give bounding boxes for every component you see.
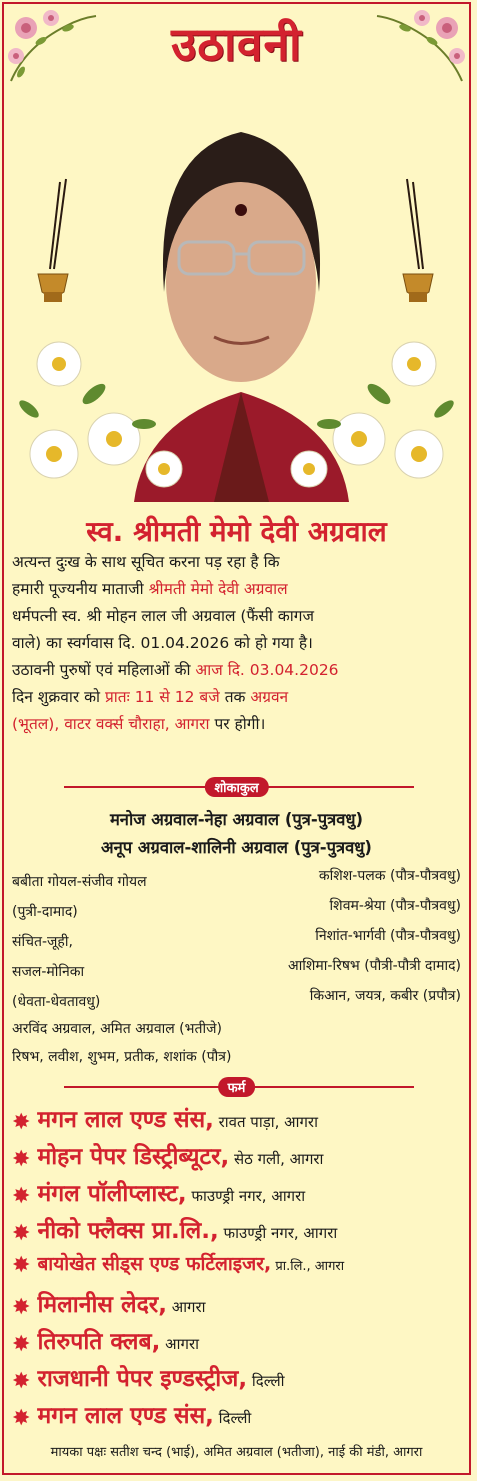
page-title: उठावनी	[171, 17, 302, 71]
star-icon: ✸	[12, 1332, 38, 1357]
mourner-left: (पुत्री-दामाद)	[12, 904, 78, 920]
firm-item: ✸ बायोखेत सीड्स एण्ड फर्टिलाइजर, प्रा.लि., आगरा	[12, 1253, 345, 1278]
mourner-right: शिवम-श्रेया (पौत्र-पौत्रवधु)	[329, 898, 461, 914]
white-flowers-left-icon	[14, 324, 189, 494]
announcement-text	[12, 549, 467, 738]
mourner-main: अनूप अग्रवाल-शालिनी अग्रवाल (पुत्र-पुत्रवधु)	[101, 838, 372, 857]
mourner-bottom: रिषभ, लवीश, शुभम, प्रतीक, शशांक (पौत्र)	[12, 1049, 232, 1065]
star-icon: ✸	[12, 1147, 38, 1172]
star-icon: ✸	[12, 1221, 38, 1246]
intro-line: वाले) का स्वर्गवास दि. 01.04.2026 को हो गया है।	[12, 634, 313, 652]
mourners-label: शोकाकुल	[204, 777, 268, 797]
highlight-name: श्रीमती मेमो देवी अग्रवाल	[148, 580, 288, 598]
firm-item: ✸ मगन लाल एण्ड संस, रावत पाड़ा, आगरा	[12, 1107, 318, 1135]
intro-line: दिन शुक्रवार को प्रातः 11 से 12 बजे तक अग्रवन	[12, 688, 289, 706]
intro-line: धर्मपत्नी स्व. श्री मोहन लाल जी अग्रवाल (फैंसी कागज	[12, 607, 314, 625]
star-icon: ✸	[12, 1253, 38, 1278]
highlight-time: प्रातः 11 से 12 बजे	[104, 688, 220, 706]
mourner-right: किआन, जयत्र, कबीर (प्रपौत्र)	[309, 988, 461, 1004]
deceased-name: स्व. श्रीमती मेमो देवी अग्रवाल	[86, 515, 387, 548]
firm-item: ✸ नीको फ्लैक्स प्रा.लि., फाउण्ड्री नगर, आगरा	[12, 1218, 338, 1246]
maternal-side-line: मायका पक्षः सतीश चन्द (भाई), अमित अग्रवाल (भतीजा), नाई की मंडी, आगरा	[50, 1445, 423, 1460]
firm-item: ✸ मगन लाल एण्ड संस, दिल्ली	[12, 1403, 252, 1431]
firm-item: ✸ मिलानीस लेदर, आगरा	[12, 1292, 206, 1320]
mourner-bottom: अरविंद अग्रवाल, अमित अग्रवाल (भतीजे)	[12, 1021, 222, 1037]
firm-item: ✸ राजधानी पेपर इण्डस्ट्रीज, दिल्ली	[12, 1366, 285, 1394]
highlight-date: आज दि. 03.04.2026	[195, 661, 339, 679]
star-icon: ✸	[12, 1295, 38, 1320]
mourner-main: मनोज अग्रवाल-नेहा अग्रवाल (पुत्र-पुत्रवधु)	[109, 810, 364, 829]
mourner-right: कशिश-पलक (पौत्र-पौत्रवधु)	[318, 868, 461, 884]
star-icon: ✸	[12, 1110, 38, 1135]
highlight-address: (भूतल), वाटर वर्क्स चौराहा, आगरा	[12, 715, 210, 733]
firm-item: ✸ मोहन पेपर डिस्ट्रीब्यूटर, सेठ गली, आगरा	[12, 1144, 324, 1172]
mourner-right: निशांत-भार्गवी (पौत्र-पौत्रवधु)	[315, 928, 461, 944]
condolence-notice	[2, 2, 471, 1475]
star-icon: ✸	[12, 1369, 38, 1394]
mourner-left: संचित-जूही,	[12, 934, 73, 950]
star-icon: ✸	[12, 1184, 38, 1209]
star-icon: ✸	[12, 1406, 38, 1431]
mourner-left: बबीता गोयल-संजीव गोयल	[12, 874, 147, 890]
incense-right-icon	[389, 174, 449, 314]
incense-left-icon	[24, 174, 84, 314]
highlight-venue: अग्रवन	[250, 688, 289, 706]
intro-line: (भूतल), वाटर वर्क्स चौराहा, आगरा पर होगी।	[12, 715, 266, 733]
firm-item: ✸ तिरुपति क्लब, आगरा	[12, 1329, 199, 1357]
intro-line: हमारी पूज्यनीय माताजी श्रीमती मेमो देवी अग्रवाल	[12, 580, 288, 598]
intro-line: उठावनी पुरुषों एवं महिलाओं की आज दि. 03.04.2026	[12, 661, 339, 679]
mourner-left: (धेवता-धेवतावधु)	[12, 994, 101, 1010]
intro-line: अत्यन्त दुःख के साथ सूचित करना पड़ रहा है कि	[12, 553, 280, 571]
mourner-left: सजल-मोनिका	[12, 964, 85, 980]
white-flowers-right-icon	[284, 324, 459, 494]
firms-label: फर्म	[218, 1077, 256, 1097]
mourner-right: आशिमा-रिषभ (पौत्री-पौत्री दामाद)	[287, 958, 461, 974]
firm-item: ✸ मंगल पॉलीप्लास्ट, फाउण्ड्री नगर, आगरा	[12, 1181, 306, 1209]
